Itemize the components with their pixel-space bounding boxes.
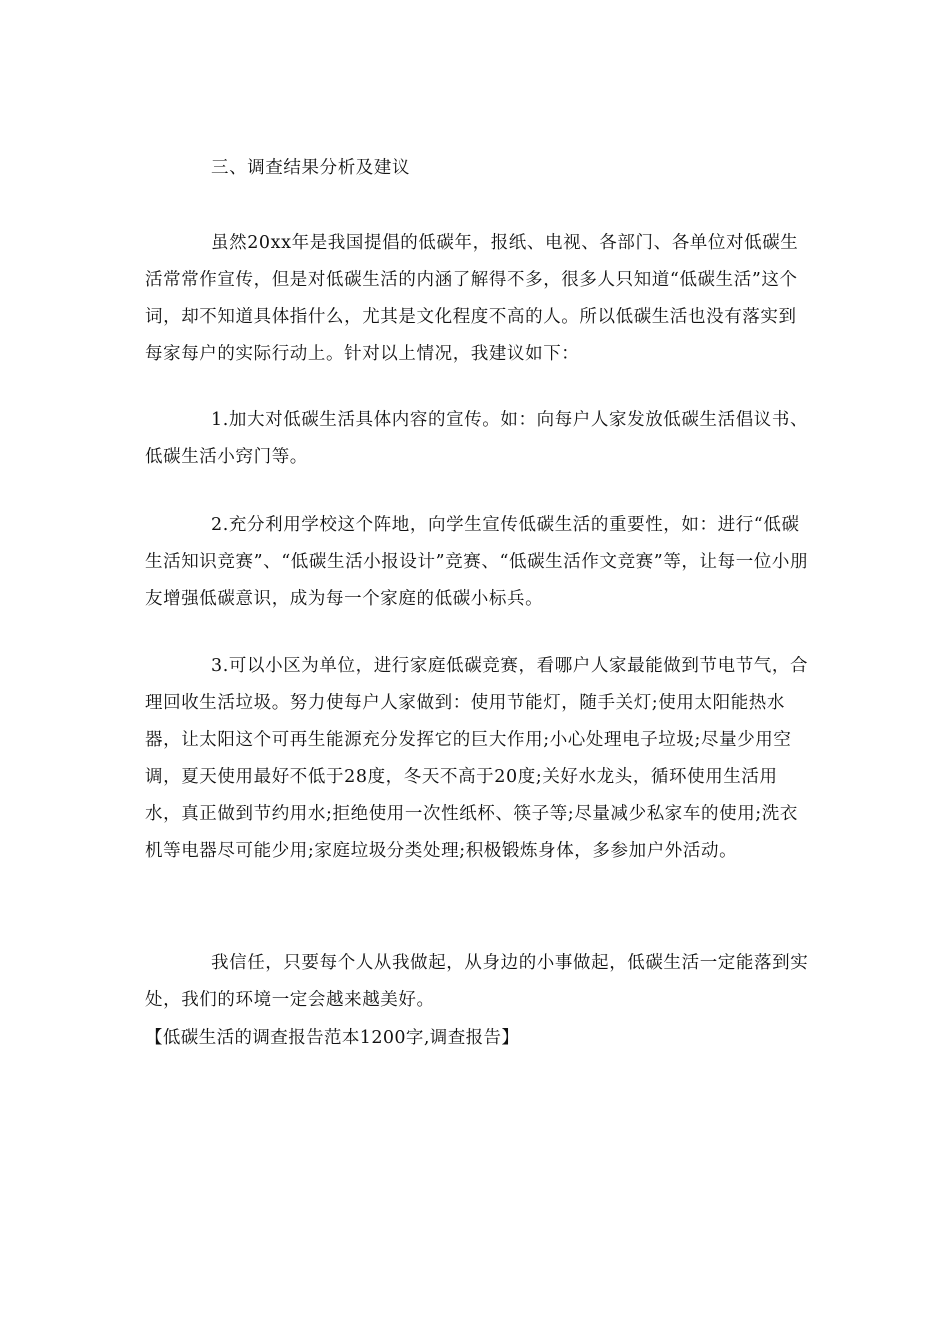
paragraph-conclusion: 我信任，只要每个人从我做起，从身边的小事做起，低碳生活一定能落到实处，我们的环境一定会越来越美好。 bbox=[145, 953, 809, 1010]
section-heading: 三、调查结果分析及建议 bbox=[211, 158, 411, 178]
paragraph-suggestion-3: 3.可以小区为单位，进行家庭低碳竞赛，看哪户人家最能做到节电节气，合理回收生活垃圾。努力使每户人家做到：使用节能灯，随手关灯;使用太阳能热水器，让太阳这个可再生能源充分发挥它的巨大作用;小心处理电子垃圾;尽量少用空调，夏天使用最好不低于28度，冬天不高于20度;关好水龙头，循环使用生活用水，真正做到节约用水;拒绝使用一次性纸杯、筷子等;尽量减少私家车的使用;洗衣机等电器尽可能少用;家庭垃圾分类处理;积极锻炼身体，多参加户外活动。 bbox=[145, 656, 809, 861]
paragraph-intro: 虽然20xx年是我国提倡的低碳年，报纸、电视、各部门、各单位对低碳生活常常作宣传，但是对低碳生活的内涵了解得不多，很多人只知道“低碳生活”这个词，却不知道具体指什么，尤其是文化程度不高的人。所以低碳生活也没有落实到每家每户的实际行动上。针对以上情况，我建议如下： bbox=[145, 233, 799, 364]
paragraph-suggestion-2: 2.充分利用学校这个阵地，向学生宣传低碳生活的重要性，如：进行“低碳生活知识竞赛”、“低碳生活小报设计”竞赛、“低碳生活作文竞赛”等，让每一位小朋友增强低碳意识，成为每一个家庭的低碳小标兵。 bbox=[145, 515, 809, 609]
footer-tag: 【低碳生活的调查报告范本1200字,调查报告】 bbox=[145, 1028, 520, 1048]
paragraph-suggestion-1: 1.加大对低碳生活具体内容的宣传。如：向每户人家发放低碳生活倡议书、低碳生活小窍门等。 bbox=[145, 410, 809, 467]
